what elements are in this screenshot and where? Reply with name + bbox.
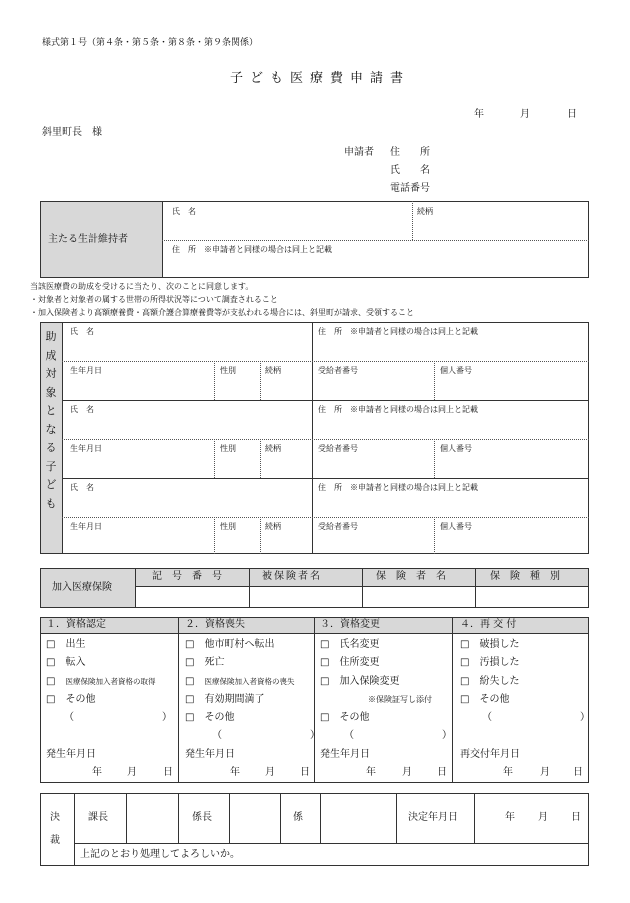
applicant-phone-label: 電話番号 bbox=[390, 183, 430, 194]
child-2-birth-label: 生年月日 bbox=[70, 444, 102, 453]
approval-label-2: 裁 bbox=[50, 835, 60, 846]
section-4-paren: （ ） bbox=[482, 712, 594, 723]
checkbox-icon: □ bbox=[320, 657, 330, 668]
section-4-option-2[interactable]: □ 汚損した bbox=[460, 657, 520, 668]
child-2-relation-label: 続柄 bbox=[265, 444, 281, 453]
child-1-address-label: 住 所 ※申請者と同様の場合は同上と記載 bbox=[318, 327, 478, 336]
section-1-month: 月 bbox=[127, 767, 137, 778]
section-3-paren: （ ） bbox=[344, 730, 456, 741]
child-3-sex-label: 性別 bbox=[220, 522, 236, 531]
approval-chief: 課長 bbox=[88, 812, 108, 823]
section-3-option-2[interactable]: □ 住所変更 bbox=[320, 657, 380, 668]
child-2-recipient-label: 受給者番号 bbox=[318, 444, 358, 453]
checkbox-icon: □ bbox=[46, 639, 56, 650]
section-3-date-label: 発生年月日 bbox=[320, 749, 370, 760]
child-3-recipient-label: 受給者番号 bbox=[318, 522, 358, 531]
checkbox-icon: □ bbox=[185, 712, 195, 723]
date-month: 月 bbox=[520, 109, 530, 120]
checkbox-icon: □ bbox=[460, 676, 470, 687]
checkbox-icon: □ bbox=[185, 694, 195, 705]
child-3-name-label: 氏 名 bbox=[70, 483, 94, 492]
approval-decision-date: 決定年月日 bbox=[408, 812, 458, 823]
guardian-name-label: 氏 名 bbox=[172, 207, 196, 216]
section-2-option-5[interactable]: □ その他 bbox=[185, 712, 235, 723]
child-3-relation-label: 続柄 bbox=[265, 522, 281, 531]
checkbox-icon: □ bbox=[320, 676, 330, 687]
checkbox-icon: □ bbox=[320, 712, 330, 723]
section-2-option-1[interactable]: □ 他市町村へ転出 bbox=[185, 639, 275, 650]
child-2-sex-label: 性別 bbox=[220, 444, 236, 453]
section-2-day: 日 bbox=[300, 767, 310, 778]
consent-intro: 当該医療費の助成を受けるに当たり、次のことに同意します。 bbox=[30, 282, 254, 291]
section-1-title: １．資格認定 bbox=[46, 619, 106, 630]
consent-item-1: ・対象者と対象者の属する世帯の所得状況等について調査されること bbox=[30, 295, 278, 304]
checkbox-icon: □ bbox=[46, 676, 56, 687]
section-4-option-4[interactable]: □ その他 bbox=[460, 694, 510, 705]
approval-staff: 係 bbox=[293, 812, 303, 823]
checkbox-icon: □ bbox=[46, 694, 56, 705]
child-2-address-label: 住 所 ※申請者と同様の場合は同上と記載 bbox=[318, 405, 478, 414]
date-day: 日 bbox=[567, 109, 577, 120]
applicant-address-label: 住 所 bbox=[390, 147, 430, 158]
addressee: 斜里町長 様 bbox=[42, 127, 102, 138]
section-2-option-3[interactable]: □ 医療保険加入者資格の喪失 bbox=[185, 676, 295, 687]
page-title: 子ども医療費申請書 bbox=[230, 71, 411, 86]
section-3-year: 年 bbox=[366, 767, 376, 778]
approval-day: 日 bbox=[571, 812, 581, 823]
children-table bbox=[40, 322, 589, 554]
section-4-option-1[interactable]: □ 破損した bbox=[460, 639, 520, 650]
section-1-year: 年 bbox=[92, 767, 102, 778]
section-4-title: ４．再 交 付 bbox=[460, 619, 517, 630]
checkbox-icon: □ bbox=[46, 657, 56, 668]
approval-subchief: 係長 bbox=[192, 812, 212, 823]
section-4-year: 年 bbox=[503, 767, 513, 778]
section-4-option-3[interactable]: □ 紛失した bbox=[460, 676, 520, 687]
section-2-month: 月 bbox=[265, 767, 275, 778]
section-1-day: 日 bbox=[163, 767, 173, 778]
section-3-day: 日 bbox=[437, 767, 447, 778]
section-3-title: ３．資格変更 bbox=[320, 619, 380, 630]
date-year: 年 bbox=[474, 109, 484, 120]
child-1-sex-label: 性別 bbox=[220, 366, 236, 375]
approval-label-1: 決 bbox=[50, 812, 60, 823]
checkbox-icon: □ bbox=[185, 657, 195, 668]
child-3-personal-label: 個人番号 bbox=[440, 522, 472, 531]
guardian-relation-label: 続柄 bbox=[417, 207, 433, 216]
guardian-address-label: 住 所 ※申請者と同様の場合は同上と記載 bbox=[172, 245, 332, 254]
section-1-paren: （ ） bbox=[64, 712, 176, 723]
approval-year: 年 bbox=[505, 812, 515, 823]
section-2-year: 年 bbox=[230, 767, 240, 778]
checkbox-icon: □ bbox=[460, 639, 470, 650]
section-1-option-3[interactable]: □ 医療保険加入者資格の取得 bbox=[46, 676, 156, 687]
insurance-label: 加入医療保険 bbox=[52, 582, 112, 593]
section-2-paren: （ ） bbox=[212, 730, 324, 741]
checkbox-icon: □ bbox=[185, 639, 195, 650]
section-2-title: ２．資格喪失 bbox=[185, 619, 245, 630]
child-2-name-label: 氏 名 bbox=[70, 405, 94, 414]
section-2-option-2[interactable]: □ 死亡 bbox=[185, 657, 225, 668]
insurance-col-4: 保 険 種 別 bbox=[490, 571, 560, 582]
child-1-personal-label: 個人番号 bbox=[440, 366, 472, 375]
guardian-header: 主たる生計維持者 bbox=[48, 234, 128, 245]
section-3-option-1[interactable]: □ 氏名変更 bbox=[320, 639, 380, 650]
section-1-option-4[interactable]: □ その他 bbox=[46, 694, 96, 705]
form-number: 様式第１号（第４条・第５条・第８条・第９条関係） bbox=[42, 38, 259, 48]
child-2-personal-label: 個人番号 bbox=[440, 444, 472, 453]
section-1-option-1[interactable]: □ 出生 bbox=[46, 639, 86, 650]
section-1-option-2[interactable]: □ 転入 bbox=[46, 657, 86, 668]
section-2-date-label: 発生年月日 bbox=[185, 749, 235, 760]
insurance-col-1: 記 号 番 号 bbox=[152, 571, 222, 582]
child-3-birth-label: 生年月日 bbox=[70, 522, 102, 531]
checkbox-icon: □ bbox=[460, 657, 470, 668]
checkbox-icon: □ bbox=[460, 694, 470, 705]
section-2-option-4[interactable]: □ 有効期間満了 bbox=[185, 694, 265, 705]
child-1-name-label: 氏 名 bbox=[70, 327, 94, 336]
approval-note: 上記のとおり処理してよろしいか。 bbox=[80, 849, 240, 860]
consent-item-2: ・加入保険者より高額療養費・高額介護合算療養費等が支払われる場合には、斜里町が請求、受領すること bbox=[30, 308, 414, 317]
child-1-relation-label: 続柄 bbox=[265, 366, 281, 375]
child-3-address-label: 住 所 ※申請者と同様の場合は同上と記載 bbox=[318, 483, 478, 492]
checkbox-icon: □ bbox=[320, 639, 330, 650]
checkbox-icon: □ bbox=[185, 676, 195, 687]
applicant-name-label: 氏 名 bbox=[390, 165, 430, 176]
child-1-recipient-label: 受給者番号 bbox=[318, 366, 358, 375]
section-3-option-3[interactable]: □ 加入保険変更 bbox=[320, 676, 400, 687]
section-3-option-4[interactable]: □ その他 bbox=[320, 712, 370, 723]
applicant-label: 申請者 bbox=[344, 147, 374, 158]
section-4-month: 月 bbox=[540, 767, 550, 778]
insurance-col-3: 保 険 者 名 bbox=[376, 571, 446, 582]
section-1-date-label: 発生年月日 bbox=[46, 749, 96, 760]
child-1-birth-label: 生年月日 bbox=[70, 366, 102, 375]
section-3-note: ※保険証写し添付 bbox=[368, 695, 432, 704]
children-side-label: 助 成 対 象 と な る 子 ど も bbox=[45, 330, 57, 510]
section-4-day: 日 bbox=[573, 767, 583, 778]
insurance-col-2: 被保険者名 bbox=[262, 571, 322, 582]
section-4-date-label: 再交付年月日 bbox=[460, 749, 520, 760]
guardian-name-field[interactable] bbox=[172, 224, 402, 234]
section-3-month: 月 bbox=[402, 767, 412, 778]
approval-month: 月 bbox=[538, 812, 548, 823]
